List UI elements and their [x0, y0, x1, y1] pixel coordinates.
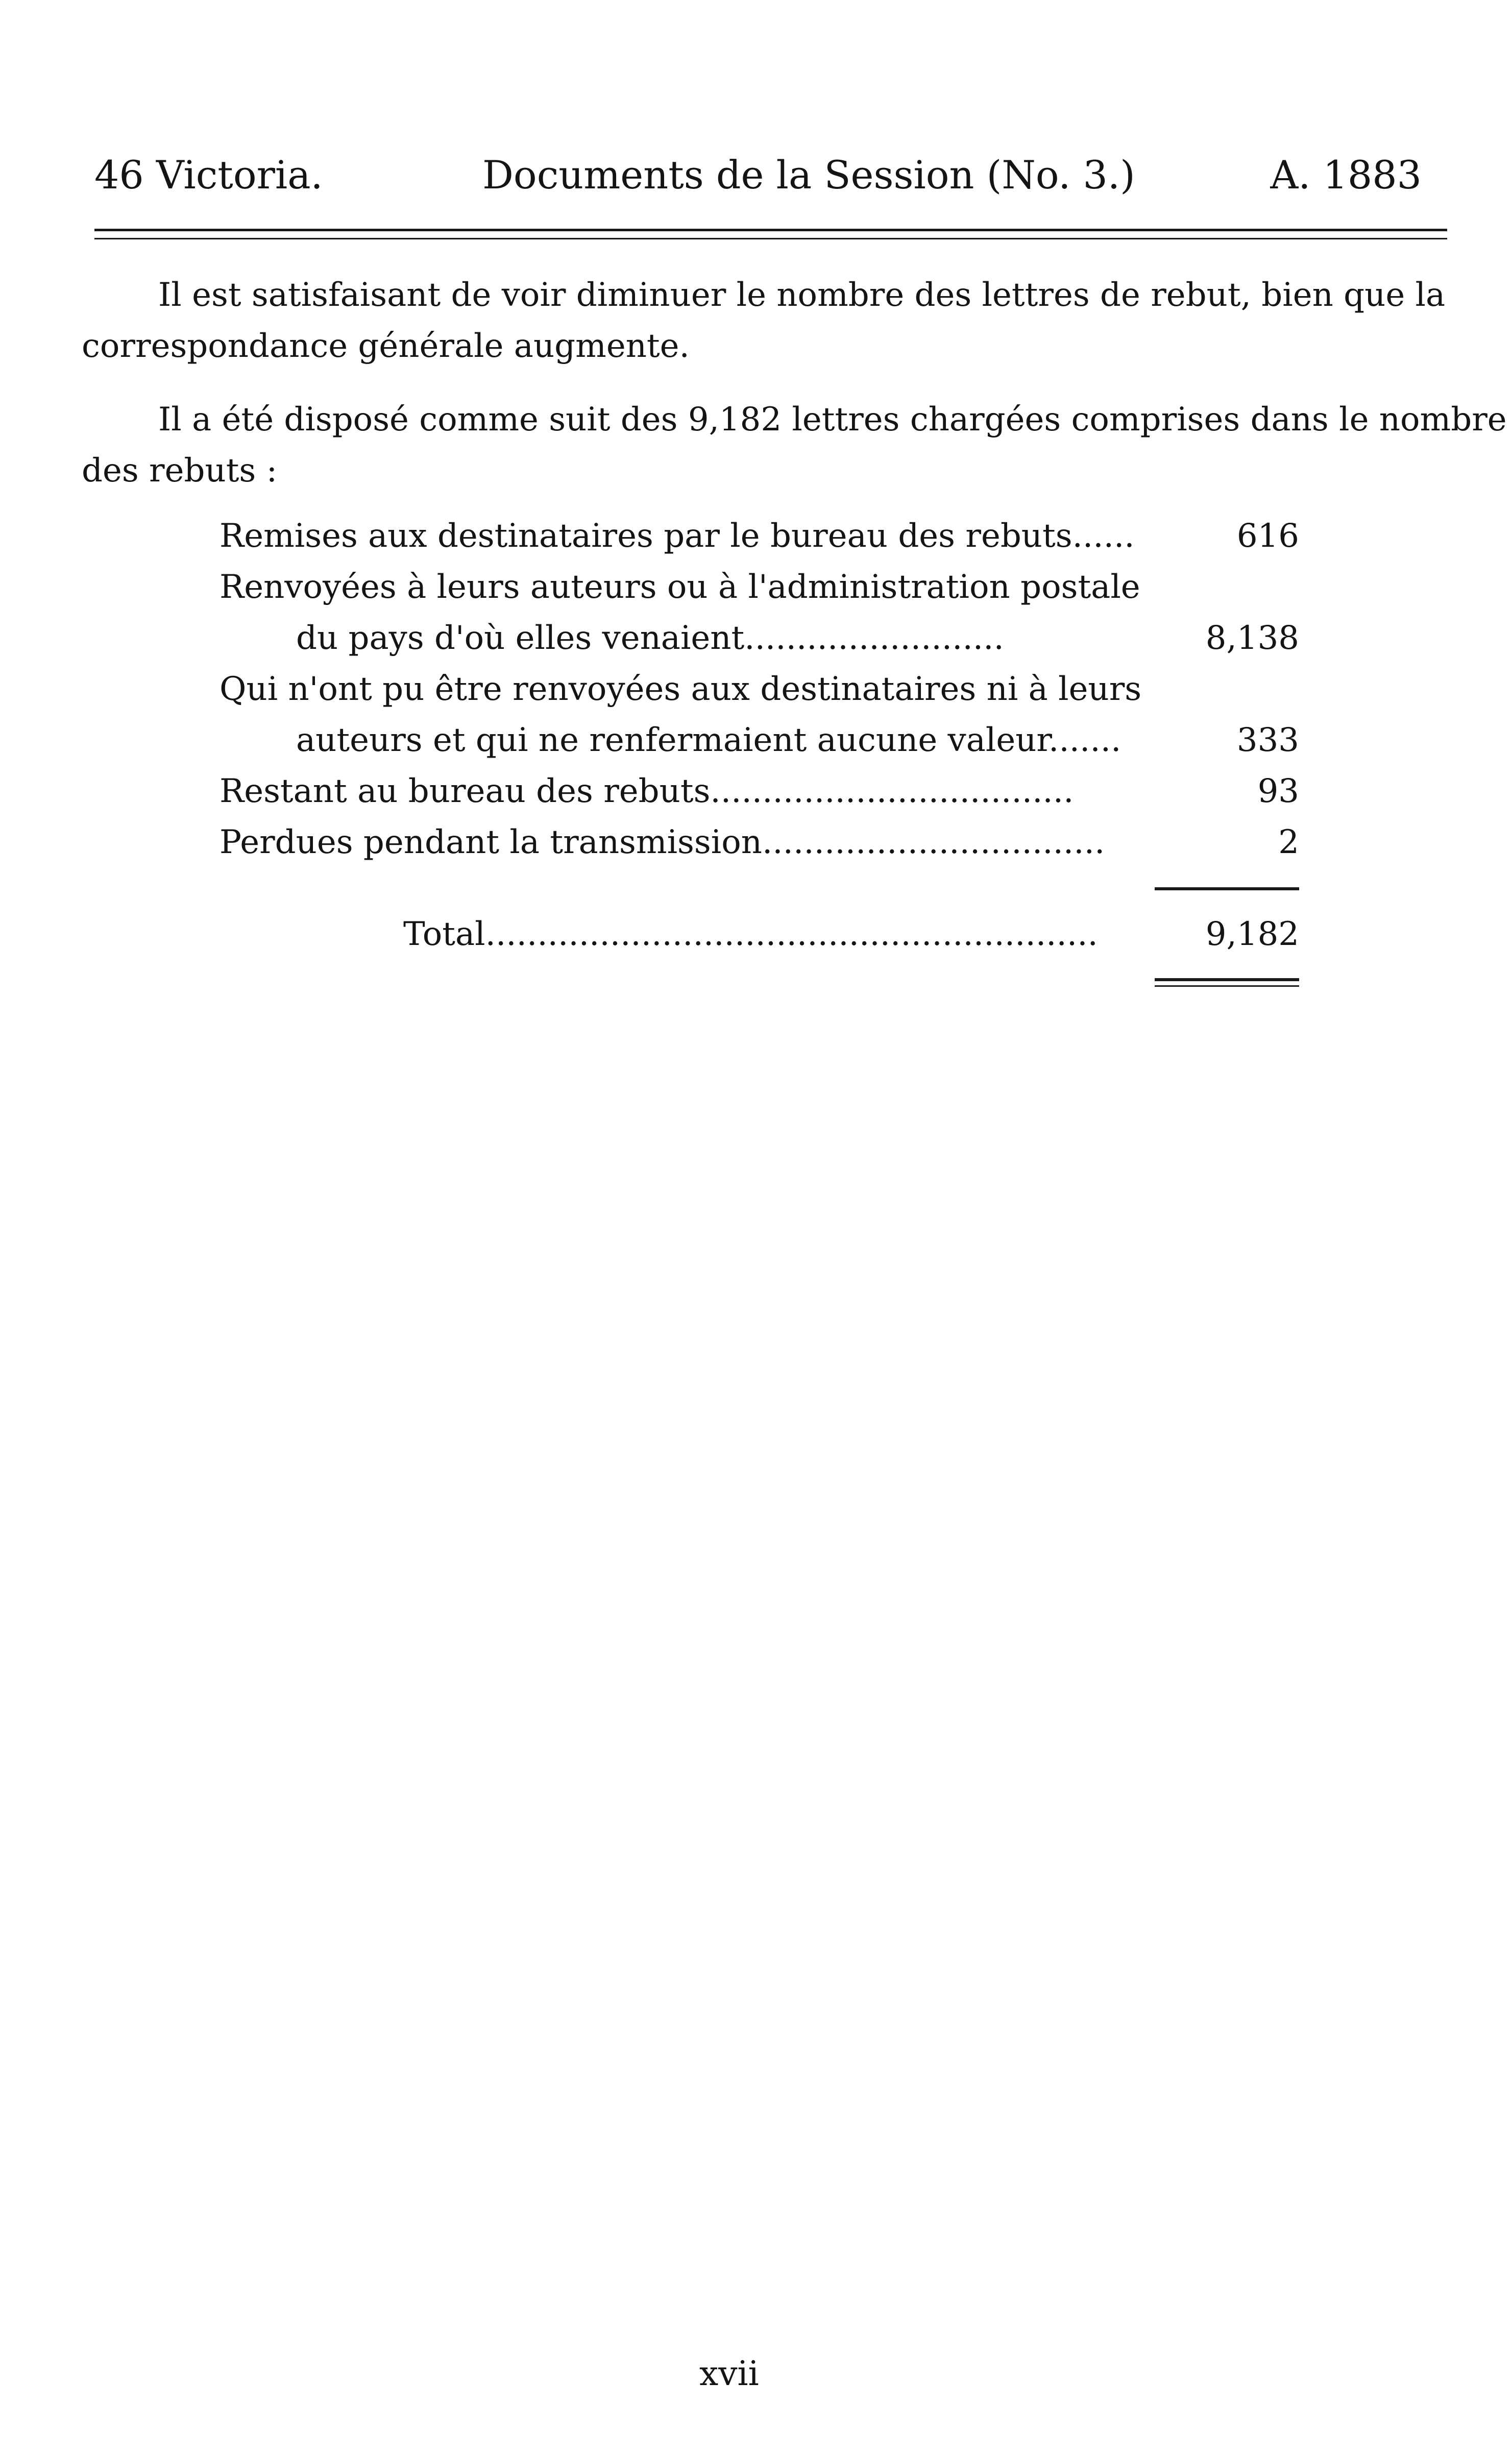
table-row	[220, 715, 1299, 766]
row-value: 8,138	[1205, 619, 1299, 657]
paragraph-1-line-2: correspondance générale augmente.	[82, 327, 690, 365]
total-row	[403, 909, 1299, 960]
header-right: A. 1883	[1270, 152, 1422, 198]
row-label-continuation: du pays d'où elles venaient.........................	[296, 619, 1004, 657]
row-label: Qui n'ont pu être renvoyées aux destinataires ni à leurs	[220, 670, 1142, 708]
sum-rule-bottom	[1155, 978, 1299, 981]
table-row	[220, 562, 1299, 613]
table-row	[220, 511, 1299, 562]
row-label: Perdues pendant la transmission.................................	[220, 823, 1105, 861]
paragraph-1-line-1: Il est satisfaisant de voir diminuer le nombre des lettres de rebut, bien que la	[158, 276, 1446, 314]
paragraph-2-line-2: des rebuts :	[82, 452, 278, 490]
row-label: Remises aux destinataires par le bureau des rebuts......	[220, 517, 1135, 555]
row-value: 333	[1236, 721, 1299, 759]
row-label: Restant au bureau des rebuts...................................	[220, 772, 1074, 810]
row-value: 616	[1236, 517, 1299, 555]
header-rule-thin	[94, 238, 1447, 239]
header-rule-thick	[94, 229, 1447, 231]
table-row	[220, 613, 1299, 664]
row-value: 2	[1278, 823, 1299, 861]
sum-rule-top	[1155, 887, 1299, 890]
total-label: Total...........................................................	[403, 915, 1098, 953]
total-value: 9,182	[1205, 915, 1299, 953]
header-title: Documents de la Session (No. 3.)	[482, 152, 1135, 198]
header-left: 46 Victoria.	[94, 152, 323, 198]
row-value: 93	[1257, 772, 1299, 810]
paragraph-2-line-1: Il a été disposé comme suit des 9,182 lettres chargées comprises dans le nombre	[158, 401, 1507, 439]
page-folio: xvii	[699, 2354, 759, 2393]
row-label-continuation: auteurs et qui ne renfermaient aucune valeur.......	[296, 721, 1121, 759]
row-label: Renvoyées à leurs auteurs ou à l'administration postale	[220, 568, 1140, 606]
table-row	[220, 766, 1299, 817]
running-header	[94, 147, 1422, 203]
sum-rule-bottom-thin	[1155, 985, 1299, 987]
table-row	[220, 664, 1299, 715]
table-row	[220, 817, 1299, 868]
